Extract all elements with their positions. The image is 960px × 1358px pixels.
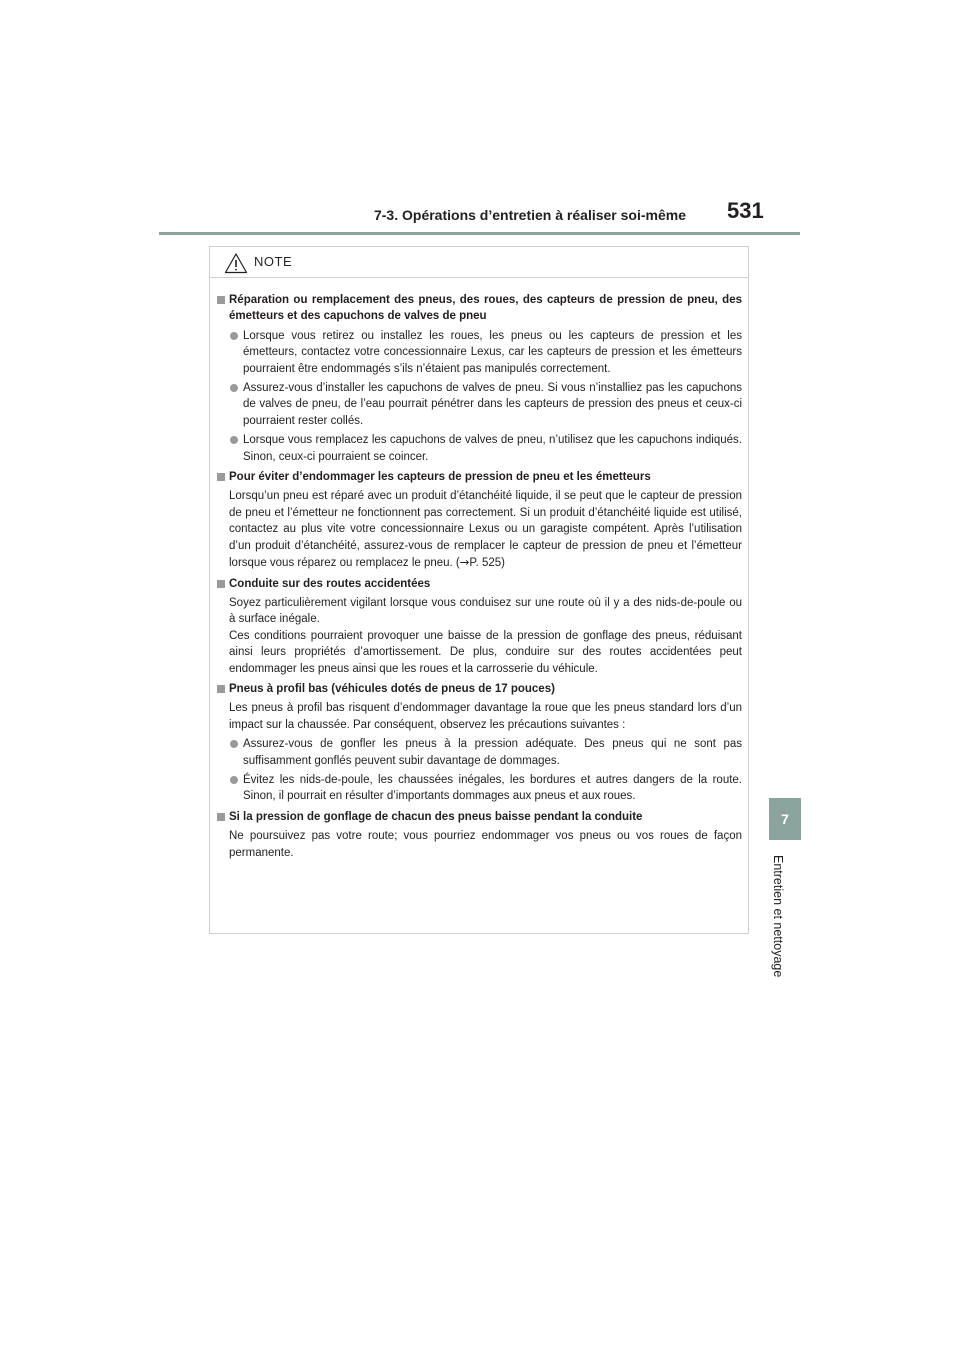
section-title: 7-3. Opérations d’entretien à réaliser soi-même: [373, 207, 686, 223]
page-reference-link[interactable]: P. 525): [469, 557, 506, 570]
chapter-number: 7: [781, 811, 789, 827]
page-number: 531: [727, 198, 764, 223]
square-bullet-icon: [217, 685, 225, 693]
square-bullet-icon: [217, 296, 225, 304]
note-box: [209, 246, 749, 934]
section-heading: Si la pression de gonflage de chacun des pneus baisse pendant la conduite: [216, 809, 742, 825]
paragraph: Soyez particulièrement vigilant lorsque vous conduisez sur une route où il y a des nids-de-poule ou à surface inégale. Ces conditions pourraient provoquer une baisse de la pression de gonflage des pneus, réduisant ainsi leurs propriétés d’amortissement. De plus, conduire sur des routes accidentées peut endommager les pneus ainsi que les roues et la carrosserie du véhicule.: [229, 596, 742, 675]
warning-triangle-icon: [224, 252, 248, 274]
list-item: Évitez les nids-de-poule, les chaussées inégales, les bordures et autres dangers de la route. Sinon, il pourrait en résulter d’importants dommages aux pneus et aux roues.: [216, 772, 742, 805]
paragraph: Ne poursuivez pas votre route; vous pourriez endommager vos pneus ou vos roues de façon permanente.: [229, 830, 742, 859]
circle-bullet-icon: [230, 436, 238, 444]
circle-bullet-icon: [230, 384, 238, 392]
square-bullet-icon: [217, 813, 225, 821]
note-header: [210, 247, 748, 278]
square-bullet-icon: [217, 580, 225, 588]
square-bullet-icon: [217, 473, 225, 481]
section-heading: Pour éviter d’endommager les capteurs de pression de pneu et les émetteurs: [216, 469, 742, 485]
chapter-tab: [769, 798, 801, 840]
note-label: NOTE: [254, 254, 293, 269]
paragraph: Les pneus à profil bas risquent d’endommager davantage la roue que les pneus standard lors d’un impact sur la chaussée. Par conséquent, observez les précautions suivantes :: [229, 702, 742, 731]
circle-bullet-icon: [230, 776, 238, 784]
section-heading: Pneus à profil bas (véhicules dotés de pneus de 17 pouces): [216, 681, 742, 697]
chapter-title: Entretien et nettoyage: [771, 855, 785, 978]
list-item: Lorsque vous remplacez les capuchons de valves de pneu, n’utilisez que les capuchons indiqués. Sinon, ceux-ci pourraient se coincer.: [216, 432, 742, 465]
section-heading: Réparation ou remplacement des pneus, des roues, des capteurs de pression de pneu, des émetteurs et des capuchons de valves de pneu: [216, 292, 742, 325]
list-item: Lorsque vous retirez ou installez les roues, les pneus ou les capteurs de pression et les émetteurs, contactez votre concessionnaire Lexus, car les capteurs de pression et les émetteurs pourraient être endommagés s’ils n’étaient pas manipulés correctement.: [216, 328, 742, 377]
section-heading: Conduite sur des routes accidentées: [216, 576, 742, 592]
note-body: [210, 278, 748, 861]
arrow-icon: →: [459, 555, 470, 570]
circle-bullet-icon: [230, 332, 238, 340]
list-item: Assurez-vous d’installer les capuchons de valves de pneu. Si vous n’installiez pas les capuchons de valves de pneu, de l’eau pourrait pénétrer dans les capteurs de pression des pneus et ceux-ci pourraient rester collés.: [216, 380, 742, 429]
paragraph: Lorsqu’un pneu est réparé avec un produit d’étanchéité liquide, il se peut que le capteur de pression de pneu et l’émetteur ne fonctionnent pas correctement. Si un produit d’étanchéité liquide est utilisé, contactez au plus vite votre concessionnaire Lexus ou un garagiste compétent. Après l’utilisation d’un produit d’étanchéité, assurez-vous de remplacer le capteur de pression de pneu et l’émetteur lorsque vous réparez ou remplacez le pneu. (→P. 525): [229, 490, 742, 570]
circle-bullet-icon: [230, 740, 238, 748]
list-item: Assurez-vous de gonfler les pneus à la pression adéquate. Des pneus qui ne sont pas suffisamment gonflés peuvent subir davantage de dommages.: [216, 736, 742, 769]
header-rule: [159, 232, 800, 235]
